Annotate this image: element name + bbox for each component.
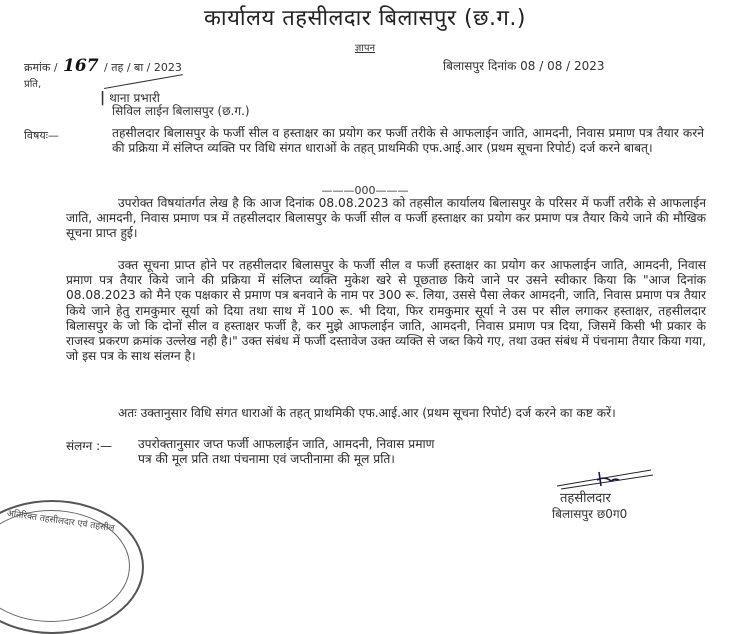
place-date: बिलासपुर दिनांक 08 / 08 / 2023: [443, 59, 605, 73]
document-type: ज्ञापन: [354, 43, 376, 54]
seal-text: अतिरिक्त तहसीलदार एवं तहसील: [6, 508, 116, 534]
body-paragraph-3: अतः उक्तानुसार विधि संगत धाराओं के तहत् प्राथमिकी एफ.आई.आर (प्रथम सूचना रिपोर्ट) दर्ज करने का कष्ट करें।: [118, 406, 616, 420]
reference-number: [24, 56, 182, 76]
signatory-place: बिलासपुर छ0ग0: [552, 507, 628, 521]
recipient-line-1: | थाना प्रभारी: [100, 90, 160, 106]
enclosure-text: उपरोक्तानुसार जप्त फर्जी आफलाईन जाति, आमदनी, निवास प्रमाण पत्र की मूल प्रति तथा पंचनामा एवं जप्तीनामा की मूल प्रति।: [138, 437, 435, 467]
ref-prefix: क्रमांक /: [24, 61, 58, 74]
recipient-line-2: सिविल लाईन बिलासपुर (छ.ग.): [112, 104, 250, 118]
signature-scribble-icon: [555, 466, 655, 490]
body-paragraph-1: उपरोक्त विषयांतर्गत लेख है कि आज दिनांक 08.08.2023 को तहसील कार्यालय बिलासपुर के परिसर में फर्जी तरीके से आफलाईन जाति, आमदनी, निवास प्रमाण पत्र में तहसीलदार बिलासपुर के फर्जी सील व फर्जी हस्ताक्षर का प्रयोग कर प्रमाण पत्र तैयार किये जाने की मौखिक सूचना प्राप्त हुई।: [66, 196, 706, 241]
separator: ———000———: [321, 184, 409, 197]
handwritten-mark: |: [100, 90, 106, 106]
ref-number-handwritten: 167: [63, 56, 99, 76]
signatory-designation: तहसीलदार: [560, 491, 611, 506]
body-paragraph-2: उक्त सूचना प्राप्त होने पर तहसीलदार बिलासपुर के फर्जी सील व फर्जी हस्ताक्षर का प्रयोग कर आफलाईन जाति, आमदनी, निवास प्रमाण पत्र तैयार किये जाने की प्रक्रिया में संलिप्त व्यक्ति मुकेश खरे से पूछताछ किये जाने पर उसने स्वीकार किया कि "आज दिनांक 08.08.2023 को मैने एक पक्षकार से प्रमाण पत्र बनवाने के नाम पर 300 रू. लिया, उससे पैसा लेकर आमदनी, जाति, निवास प्रमाण पत्र तैयार किये जाने हेतु रामकुमार सूर्या को दिया तथा साथ में 100 रू. भी दिया, फिर रामकुमार सूर्या ने उस पर सील लगाकर हस्ताक्षर, तहसीलदार बिलासपुर के जो कि दोनों सील व हस्ताक्षर फर्जी है, कर मुझे आफलाईन जाति, आमदनी, निवास प्रमाण पत्र दिया, जिसमें किसी भी प्रकार के राजस्व प्रकरण क्रमांक उल्लेख नही है।" उक्त संबंध में फर्जी दस्तावेज उक्त व्यक्ति से जब्त किये गए, तथा उक्त संबंध में पंचनामा तैयार किया गया, जो इस पत्र के साथ संलग्न है।: [66, 258, 706, 364]
subject-label: विषयः—: [24, 129, 59, 142]
pen-stroke: [104, 74, 183, 89]
subject-text: तहसीलदार बिलासपुर के फर्जी सील व हस्ताक्षर का प्रयोग कर फर्जी तरीके से आफलाईन जाति, आमदनी, निवास प्रमाण पत्र तैयार करने की प्रक्रिया में संलिप्त व्यक्ति पर विधि संगत धाराओं के तहत् प्राथमिकी एफ.आई.आर (प्रथम सूचना रिपोर्ट) दर्ज करने बाबत्।: [112, 126, 704, 156]
prati-label: प्रति,: [24, 79, 42, 90]
enclosure-label: संलग्न :—: [66, 439, 113, 453]
office-title: कार्यालय तहसीलदार बिलासपुर (छ.ग.): [204, 6, 526, 31]
ref-suffix: / तह / बा / 2023: [104, 61, 182, 74]
